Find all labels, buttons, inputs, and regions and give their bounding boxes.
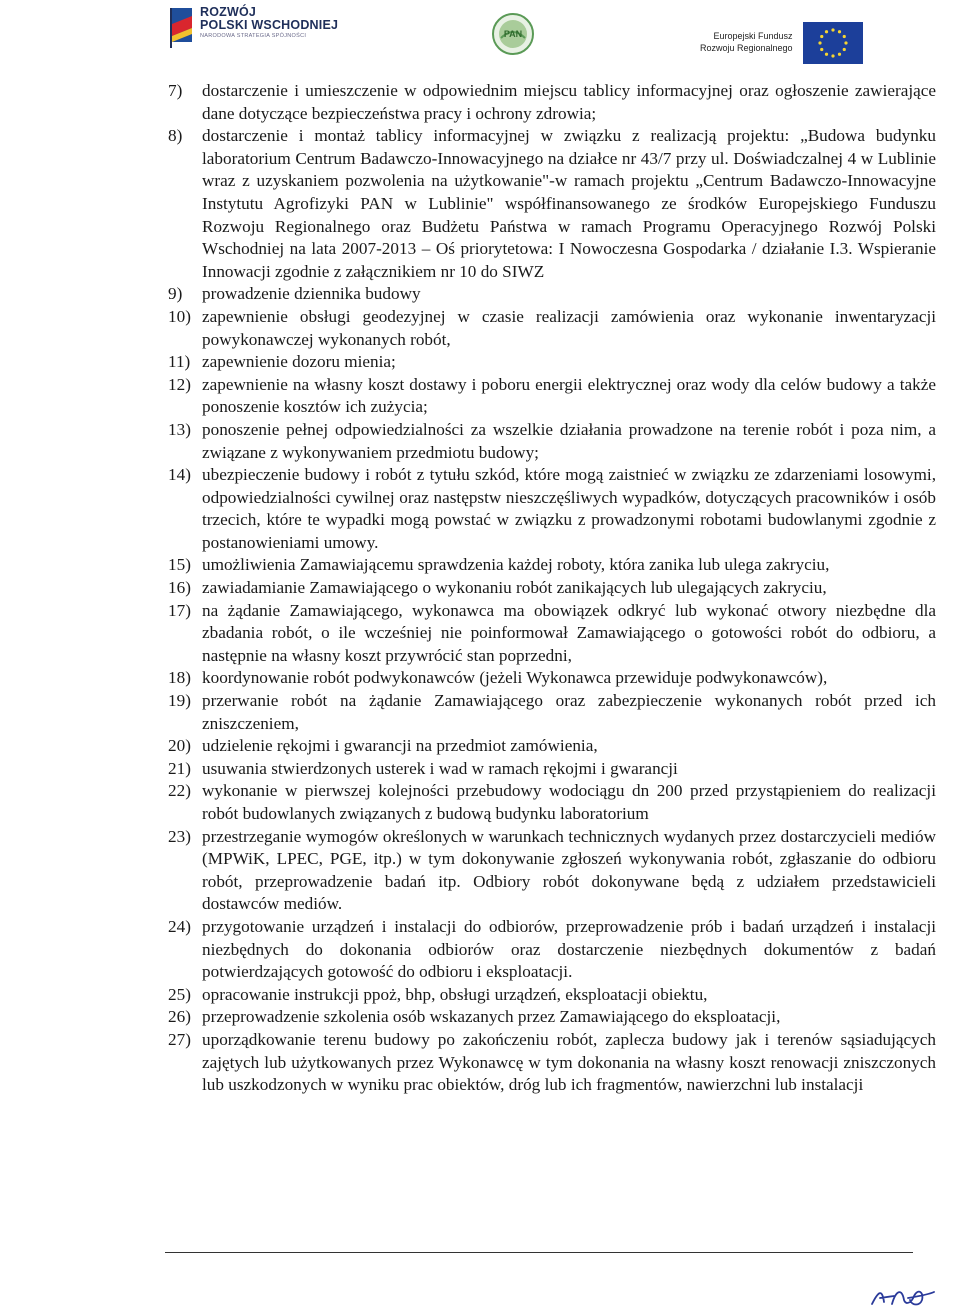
list-item xyxy=(168,600,936,668)
list-item-number: 14) xyxy=(168,465,191,485)
list-item xyxy=(168,554,936,577)
list-item-number: 24) xyxy=(168,916,191,936)
list-item xyxy=(168,667,936,690)
list-item xyxy=(168,916,936,984)
list-item-number: 10) xyxy=(168,306,191,326)
document-body xyxy=(168,80,936,1097)
list-item-number: 27) xyxy=(168,1029,191,1049)
list-item-text: zawiadamianie Zamawiającego o wykonaniu robót zanikających lub ulegających zakryciu, xyxy=(202,578,827,598)
signature-initials xyxy=(868,1282,938,1310)
list-item-number: 7) xyxy=(168,81,183,100)
list-item-text: prowadzenie dziennika budowy xyxy=(202,284,421,304)
list-item xyxy=(168,306,936,351)
logo-line-3: NARODOWA STRATEGIA SPÓJNOŚCI xyxy=(200,33,307,40)
eu-flag-icon xyxy=(803,22,863,64)
list-item-text: umożliwienia Zamawiającemu sprawdzenia każdej roboty, która zanika lub ulega zakryciu, xyxy=(202,555,830,575)
list-item xyxy=(168,780,936,825)
page-header xyxy=(0,0,960,70)
list-item-number: 8) xyxy=(168,126,183,146)
list-item xyxy=(168,283,936,306)
list-item-number: 25) xyxy=(168,984,191,1004)
list-item-text: dostarczenie i umieszczenie w odpowiednim miejscu tablicy informacyjnej oraz ogłoszenie zawierające dane dotyczące bezpieczeństwa pracy i ochrony zdrowia; xyxy=(202,81,936,123)
list-item-text: zapewnienie na własny koszt dostawy i poboru energii elektrycznej oraz wody dla celów budowy a także ponoszenie kosztów ich zużycia; xyxy=(202,374,936,417)
footer-rule xyxy=(165,1252,913,1253)
list-item-text: wykonanie w pierwszej kolejności przebudowy wodociągu dn 200 przed przystąpieniem do realizacji robót budowlanych związanych z budową budynku laboratorium xyxy=(202,781,936,823)
eu-fund-line-2: Rozwoju Regionalnego xyxy=(700,43,793,53)
list-item-number: 18) xyxy=(168,668,191,688)
eu-star-icon xyxy=(824,30,827,33)
list-item xyxy=(168,1029,936,1097)
eu-star-icon xyxy=(842,35,845,38)
eu-star-icon xyxy=(831,54,834,57)
list-item-text: uporządkowanie terenu budowy po zakończeniu robót, zaplecza budowy jak i terenów sąsiadujących zajętych lub użytkowanych przez Wykonawcę w tym dokonania na własny koszt renowacji zniszczonych lub uszkodzonych w wyniku prac obiektów, dróg lub ich fragmentów, nawierzchni lub instalacji xyxy=(202,1029,936,1095)
list-item xyxy=(168,826,936,916)
list-item-text: przerwanie robót na żądanie Zamawiającego oraz zabezpieczenie wykonanych robót przed ich zniszczeniem, xyxy=(202,691,936,733)
list-item-text: ubezpieczenie budowy i robót z tytułu szkód, które mogą zaistnieć w związku ze zdarzeniami losowymi, odpowiedzialności cywilnej oraz następstw nieszczęśliwych wypadków, dotyczących pracowników i osób trzecich, które te wypadki mogą powstać w związku z prowadzonymi robotami budowlanymi zgodnie z postanowieniami umowy. xyxy=(202,465,936,552)
list-item-number: 17) xyxy=(168,600,191,620)
list-item xyxy=(168,1006,936,1029)
list-item xyxy=(168,758,936,781)
pan-institute-logo xyxy=(491,12,535,56)
svg-text:PAN: PAN xyxy=(503,29,523,39)
list-item-text: udzielenie rękojmi i gwarancji na przedmiot zamówienia, xyxy=(202,736,598,756)
eu-star-icon xyxy=(837,53,840,56)
rozwoj-polski-wschodniej-logo xyxy=(168,6,338,50)
logo-line-2: POLSKI WSCHODNIEJ xyxy=(200,18,339,33)
eu-star-icon xyxy=(844,41,847,44)
list-item xyxy=(168,374,936,419)
list-item xyxy=(168,984,936,1007)
list-item xyxy=(168,125,936,283)
list-item-text: ponoszenie pełnej odpowiedzialności za wszelkie działania prowadzone na terenie robót i poza nim, a związane z wykonywaniem przedmiotu budowy; xyxy=(202,419,936,462)
list-item xyxy=(168,351,936,374)
list-item-number: 20) xyxy=(168,736,191,756)
eu-star-icon xyxy=(818,41,821,44)
list-item-number: 26) xyxy=(168,1007,191,1027)
list-item xyxy=(168,577,936,600)
eu-fund-line-1: Europejski Fundusz xyxy=(713,31,793,42)
eu-star-icon xyxy=(820,35,823,38)
rpw-flag-icon xyxy=(168,6,194,50)
list-item xyxy=(168,735,936,758)
list-item-number: 11) xyxy=(168,352,191,372)
eu-star-icon xyxy=(824,53,827,56)
list-item xyxy=(168,690,936,735)
list-item-text: zapewnienie dozoru mienia; xyxy=(202,352,396,372)
list-item-number: 9) xyxy=(168,284,183,304)
list-item-text: dostarczenie i montaż tablicy informacyjnej w związku z realizacją projektu: „Budowa budynku laboratorium Centrum Badawczo-Innowacyjnego na działce nr 43/7 przy ul. Doświadczalnej 4 w Lublinie wraz z uzyskaniem pozwolenia na użytkowanie"-w ramach projektu „Centrum Badawczo-Innowacyjne Instytutu Agrofizyki PAN w Lublinie" współfinansowanego ze środków Europejskiego Funduszu Rozwoju Regionalnego oraz Budżetu Państwa w ramach Programu Operacyjnego Rozwój Polski Wschodniej na lata 2007-2013 – Oś priorytetowa: I Nowoczesna Gospodarka / działanie I.3. Wspieranie Innowacji zgodnie z załącznikiem nr 10 do SIWZ xyxy=(202,126,936,281)
logo-line-1: ROZWÓJ xyxy=(200,5,257,19)
eu-star-icon xyxy=(820,48,823,51)
eu-fund-logo xyxy=(700,22,863,64)
list-item-number: 13) xyxy=(168,419,191,439)
eu-star-icon xyxy=(842,48,845,51)
eu-star-icon xyxy=(831,28,834,31)
list-item-text: opracowanie instrukcji ppoż, bhp, obsługi urządzeń, eksploatacji obiektu, xyxy=(202,984,708,1004)
list-item-text: usuwania stwierdzonych usterek i wad w ramach rękojmi i gwarancji xyxy=(202,758,678,778)
eu-star-icon xyxy=(837,30,840,33)
list-item-number: 22) xyxy=(168,781,191,801)
list-item xyxy=(168,464,936,554)
list-item-text: koordynowanie robót podwykonawców (jeżeli Wykonawca przewiduje podwykonawców), xyxy=(202,668,828,688)
list-item-text: przeprowadzenie szkolenia osób wskazanych przez Zamawiającego do eksploatacji, xyxy=(202,1007,781,1027)
list-item xyxy=(168,419,936,464)
list-item-number: 21) xyxy=(168,758,191,778)
list-item-number: 15) xyxy=(168,555,191,575)
list-item-number: 19) xyxy=(168,691,191,711)
list-item-text: przestrzeganie wymogów określonych w warunkach technicznych wydanych przez dostarczycieli mediów (MPWiK, LPEC, PGE, itp.) w tym dokonywanie zgłoszeń wykonywania robót, zgłaszanie do odbioru robót, przeprowadzenie badań itp. Odbiory robót dokonywane będą z udziałem przedstawicieli dostawców mediów. xyxy=(202,826,936,914)
list-item-text: przygotowanie urządzeń i instalacji do odbiorów, przeprowadzenie prób i badań urządzeń i instalacji niezbędnych do dokonania odbiorów oraz dostarczenie niezbędnych dokumentów z badań potwierdzających gotowość do odbioru i eksploatacji. xyxy=(202,916,936,982)
list-item-text: na żądanie Zamawiającego, wykonawca ma obowiązek odkryć lub wykonać otwory niezbędne dla zbadania robót, o ile wcześniej nie poinformował Zamawiającego o gotowości robót do odbioru, a następnie na własny koszt przywrócić stan poprzedni, xyxy=(202,600,936,665)
list-item-text: zapewnienie obsługi geodezyjnej w czasie realizacji zamówienia oraz wykonanie inwentaryzacji powykonawczej wykonanych robót, xyxy=(202,306,936,349)
list-item-number: 12) xyxy=(168,374,191,394)
list-item-number: 16) xyxy=(168,578,191,598)
list-item-number: 23) xyxy=(168,826,191,846)
list-item xyxy=(168,80,936,125)
